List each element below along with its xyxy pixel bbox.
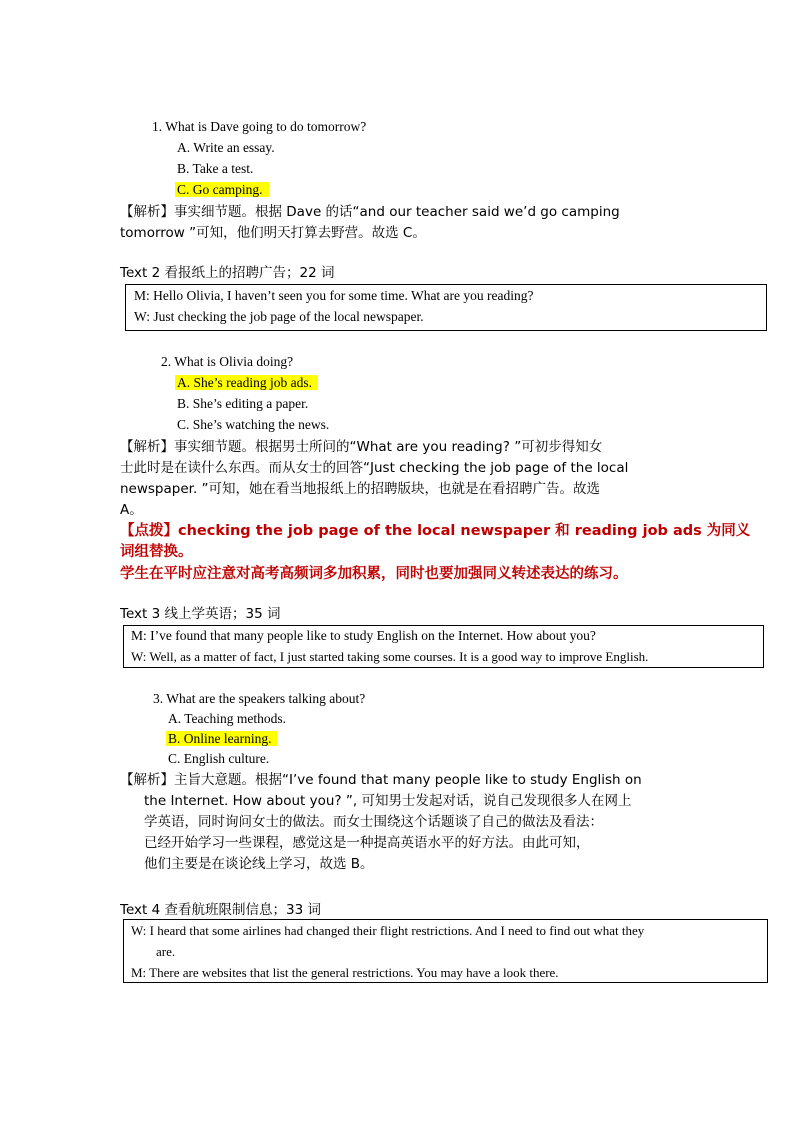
analysis-3-line-2: the Internet. How about you? ”, 可知男士发起对话，说自己发现很多人在网上 xyxy=(144,793,632,809)
question-2: 2. What is Olivia doing? xyxy=(161,354,294,369)
q3-option-a: A. Teaching methods. xyxy=(168,711,287,726)
analysis-1-line-2: tomorrow ”可知，他们明天打算去野营。故选 C。 xyxy=(120,225,426,241)
tip-2-line-3: 学生在平时应注意对高考高频词多加积累，同时也要加强同义转述表达的练习。 xyxy=(120,566,628,582)
q2-option-c: C. She’s watching the news. xyxy=(177,417,330,432)
tip-2-line-2: 词组替换。 xyxy=(120,544,193,560)
analysis-3-line-5: 他们主要是在谈论线上学习，故选 B。 xyxy=(144,856,374,872)
tip-2-line-1: 【点拨】checking the job page of the local newspaper 和 reading job ads 为同义 xyxy=(120,523,751,539)
text-4-line-2: are. xyxy=(156,944,176,959)
analysis-2-line-2: 士此时是在读什么东西。而从女士的回答“Just checking the job page of the local xyxy=(120,460,629,476)
q3-option-b-answer: B. Online learning. xyxy=(166,729,277,749)
q1-option-b: B. Take a test. xyxy=(177,161,254,176)
analysis-2-line-3: newspaper. ”可知，她在看当地报纸上的招聘版块，也就是在看招聘广告。故选 xyxy=(120,481,601,497)
text-4-transcript-box xyxy=(123,919,768,983)
text-2-line-1: M: Hello Olivia, I haven’t seen you for some time. What are you reading? xyxy=(134,288,534,303)
q3-option-c: C. English culture. xyxy=(168,751,270,766)
analysis-3-line-3: 学英语，同时询问女士的做法。而女士围绕这个话题谈了自己的做法及看法： xyxy=(144,814,603,830)
q2-option-a-answer: A. She’s reading job ads. xyxy=(175,373,318,393)
text-4-line-3: M: There are websites that list the general restrictions. You may have a look there. xyxy=(131,965,559,980)
q2-option-b: B. She’s editing a paper. xyxy=(177,396,309,411)
question-1: 1. What is Dave going to do tomorrow? xyxy=(152,119,367,134)
analysis-3-line-1: 【解析】主旨大意题。根据“I’ve found that many people like to study English on xyxy=(120,772,642,788)
text-3-heading: Text 3 线上学英语；35 词 xyxy=(120,606,281,622)
analysis-2-line-4: A。 xyxy=(120,502,143,518)
text-2-heading: Text 2 看报纸上的招聘广告；22 词 xyxy=(120,265,335,281)
analysis-3-line-4: 已经开始学习一些课程，感觉这是一种提高英语水平的好方法。由此可知， xyxy=(144,835,590,851)
q1-option-a: A. Write an essay. xyxy=(177,140,275,155)
q1-option-c-answer: C. Go camping. xyxy=(175,180,269,200)
text-2-line-2: W: Just checking the job page of the local newspaper. xyxy=(134,309,424,324)
analysis-1-line-1: 【解析】事实细节题。根据 Dave 的话“and our teacher said we’d go camping xyxy=(120,204,620,220)
question-3: 3. What are the speakers talking about? xyxy=(153,691,366,706)
text-3-line-2: W: Well, as a matter of fact, I just started taking some courses. It is a good way to improve English. xyxy=(131,649,649,664)
analysis-2-line-1: 【解析】事实细节题。根据男士所问的“What are you reading? ”可初步得知女 xyxy=(120,439,603,455)
text-2-transcript-box xyxy=(125,284,767,331)
text-4-heading: Text 4 查看航班限制信息；33 词 xyxy=(120,902,321,918)
text-3-transcript-box xyxy=(123,625,764,668)
text-4-line-1: W: I heard that some airlines had changed their flight restrictions. And I need to find out what they xyxy=(131,923,645,938)
text-3-line-1: M: I’ve found that many people like to study English on the Internet. How about you? xyxy=(131,628,596,643)
